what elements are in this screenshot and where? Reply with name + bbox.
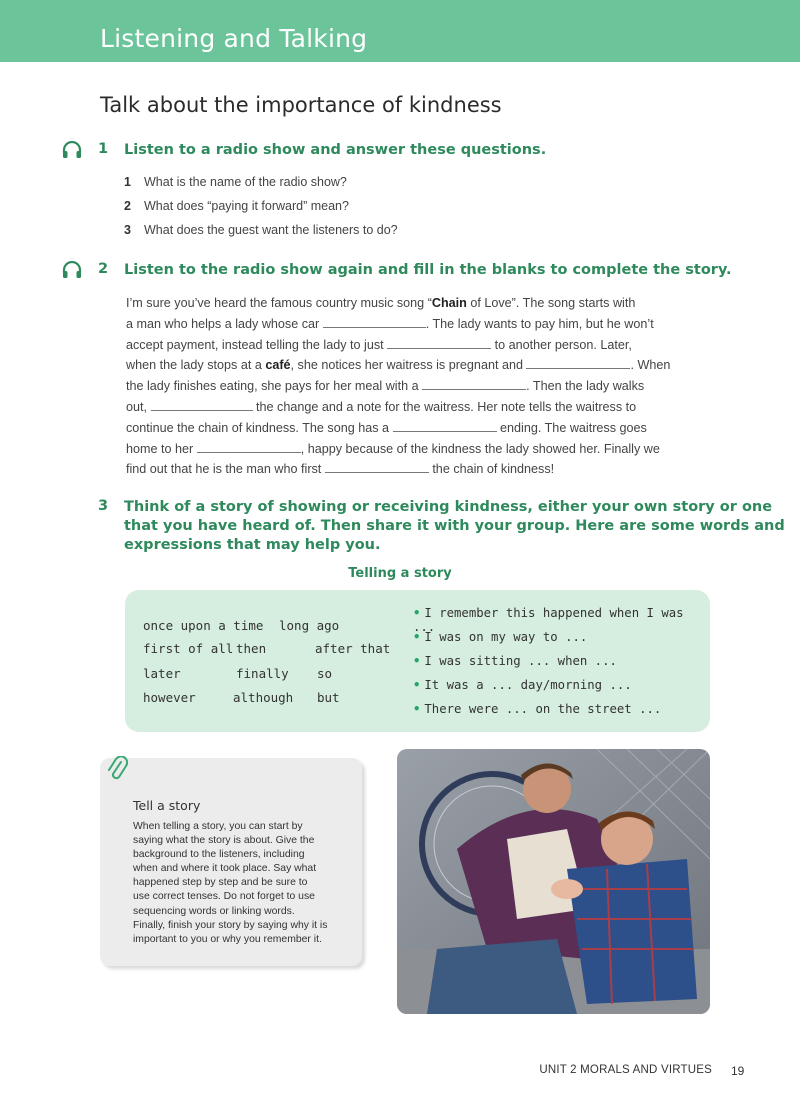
bullet-icon: • bbox=[413, 702, 421, 716]
word-item: finally bbox=[236, 666, 289, 681]
footer-unit-title: UNIT 2 MORALS AND VIRTUES bbox=[539, 1064, 712, 1076]
phrase-text: I was on my way to ... bbox=[424, 630, 588, 644]
phrase-text: It was a ... day/morning ... bbox=[424, 678, 632, 692]
page-number: 19 bbox=[731, 1064, 745, 1078]
word-item: once upon a time bbox=[143, 618, 264, 633]
story-text: the change and a note for the waitress. Her note tells the waitress to bbox=[256, 399, 637, 414]
bullet-icon: • bbox=[413, 630, 421, 644]
question-item bbox=[124, 220, 398, 244]
tip-box bbox=[100, 758, 362, 966]
question-number: 1 bbox=[124, 175, 131, 189]
story-text: I’m sure you’ve heard the famous country music song “ bbox=[126, 296, 432, 310]
story-text: to another person. Later, bbox=[494, 337, 632, 352]
phrase-item bbox=[413, 630, 587, 644]
tip-line: when and where it took place. Say what bbox=[133, 863, 317, 875]
blank-2[interactable] bbox=[387, 335, 491, 349]
headphones-icon[interactable] bbox=[62, 261, 86, 281]
story-text: the chain of kindness! bbox=[432, 462, 555, 477]
task-1-questions bbox=[124, 172, 398, 244]
story-text: when the lady stops at a bbox=[126, 358, 262, 373]
banner-title: Listening and Talking bbox=[100, 24, 368, 53]
tip-line: When telling a story, you can start by bbox=[133, 821, 303, 832]
word-item: after that bbox=[315, 641, 391, 656]
word-item: although bbox=[233, 690, 294, 705]
phrase-text: I remember this happened when I was ... bbox=[413, 606, 684, 634]
word-item: then bbox=[236, 641, 267, 656]
story-text: the lady finishes eating, she pays for her meal with a bbox=[126, 379, 419, 394]
telling-a-story-title: Telling a story bbox=[348, 566, 452, 581]
question-text: What does the guest want the listeners to do? bbox=[144, 223, 398, 237]
task-3-number: 3 bbox=[98, 498, 109, 514]
tip-line: use correct tenses. Do not forget to use bbox=[133, 891, 315, 903]
word-item: later bbox=[143, 666, 181, 681]
phrase-item bbox=[413, 678, 632, 692]
story-text: . When bbox=[630, 358, 671, 373]
blank-6[interactable] bbox=[393, 418, 497, 432]
phrase-text: I was sitting ... when ... bbox=[424, 654, 617, 668]
headphones-icon[interactable] bbox=[62, 141, 86, 161]
story-text: of Love”. The song starts with bbox=[466, 296, 636, 310]
header-banner bbox=[0, 0, 800, 62]
story-text: accept payment, instead telling the lady to just bbox=[126, 337, 384, 352]
story-text: a man who helps a lady whose car bbox=[126, 316, 320, 331]
bullet-icon: • bbox=[413, 654, 421, 668]
phrase-item bbox=[413, 702, 661, 716]
tip-title: Tell a story bbox=[133, 798, 201, 813]
telling-a-story-box bbox=[125, 590, 710, 732]
story-text: ending. The waitress goes bbox=[500, 420, 647, 435]
tip-line: Finally, finish your story by saying why it is bbox=[133, 919, 328, 931]
story-text: continue the chain of kindness. The song has a bbox=[126, 420, 390, 435]
question-text: What is the name of the radio show? bbox=[144, 175, 347, 189]
blank-5[interactable] bbox=[151, 397, 253, 411]
word-item: long ago bbox=[279, 618, 340, 633]
story-text: out, bbox=[126, 399, 148, 414]
word-item: however bbox=[143, 690, 196, 705]
question-item bbox=[124, 196, 398, 220]
task-3-line: that you have heard of. Then share it with your group. Here are some words and bbox=[124, 518, 785, 534]
section-title: Talk about the importance of kindness bbox=[100, 93, 502, 117]
tip-line: important to you or why you remember it. bbox=[133, 933, 322, 945]
paperclip-icon bbox=[107, 756, 129, 790]
task-1-heading bbox=[62, 141, 546, 161]
question-number: 3 bbox=[124, 223, 131, 237]
tip-body bbox=[133, 820, 353, 947]
task-2-heading bbox=[62, 261, 732, 281]
question-text: What does “paying it forward” mean? bbox=[144, 199, 349, 213]
task-3-heading bbox=[62, 498, 785, 555]
tip-line: background to the listeners, including bbox=[133, 849, 305, 861]
story-text: home to her bbox=[126, 441, 194, 456]
task-1-instruction: Listen to a radio show and answer these questions. bbox=[124, 142, 547, 158]
story-text: . The lady wants to pay him, but he won’t bbox=[425, 316, 654, 331]
tip-line: happened step by step and be sure to bbox=[133, 877, 308, 889]
story-text: . Then the lady walks bbox=[526, 379, 645, 394]
blank-7[interactable] bbox=[197, 439, 301, 453]
task-2-number: 2 bbox=[98, 261, 109, 277]
blank-8[interactable] bbox=[325, 459, 429, 473]
task-1-number: 1 bbox=[98, 141, 109, 157]
story-paragraph bbox=[126, 293, 712, 480]
phrase-item bbox=[413, 654, 617, 668]
story-text: , she notices her waitress is pregnant and bbox=[290, 358, 523, 373]
tip-line: saying what the story is about. Give the bbox=[133, 835, 315, 847]
blank-1[interactable] bbox=[323, 314, 426, 328]
word-item: first of all bbox=[143, 641, 234, 656]
page-footer bbox=[0, 1064, 800, 1080]
task-3-line: Think of a story of showing or receiving kindness, either your own story or one bbox=[124, 499, 773, 515]
bullet-icon: • bbox=[413, 606, 421, 620]
task-3-instruction bbox=[124, 498, 785, 555]
blank-3[interactable] bbox=[526, 355, 630, 369]
story-text: , happy because of the kindness the lady showed her. Finally we bbox=[300, 441, 660, 456]
blank-4[interactable] bbox=[422, 376, 526, 390]
tip-line: sequencing words or linking words. bbox=[133, 905, 295, 917]
task-3-line: expressions that may help you. bbox=[124, 537, 381, 553]
word-item: so bbox=[317, 666, 333, 681]
question-number: 2 bbox=[124, 199, 131, 213]
story-text: find out that he is the man who first bbox=[126, 462, 322, 477]
task-2-instruction: Listen to the radio show again and fill in the blanks to complete the story. bbox=[124, 262, 732, 278]
story-bold-word: café bbox=[265, 358, 291, 373]
bullet-icon: • bbox=[413, 678, 421, 692]
phrase-text: There were ... on the street ... bbox=[424, 702, 662, 716]
question-item bbox=[124, 172, 398, 196]
photo-helping-injured-boy bbox=[397, 749, 710, 1014]
story-bold-word: Chain bbox=[431, 296, 467, 310]
word-item: but bbox=[317, 690, 340, 705]
